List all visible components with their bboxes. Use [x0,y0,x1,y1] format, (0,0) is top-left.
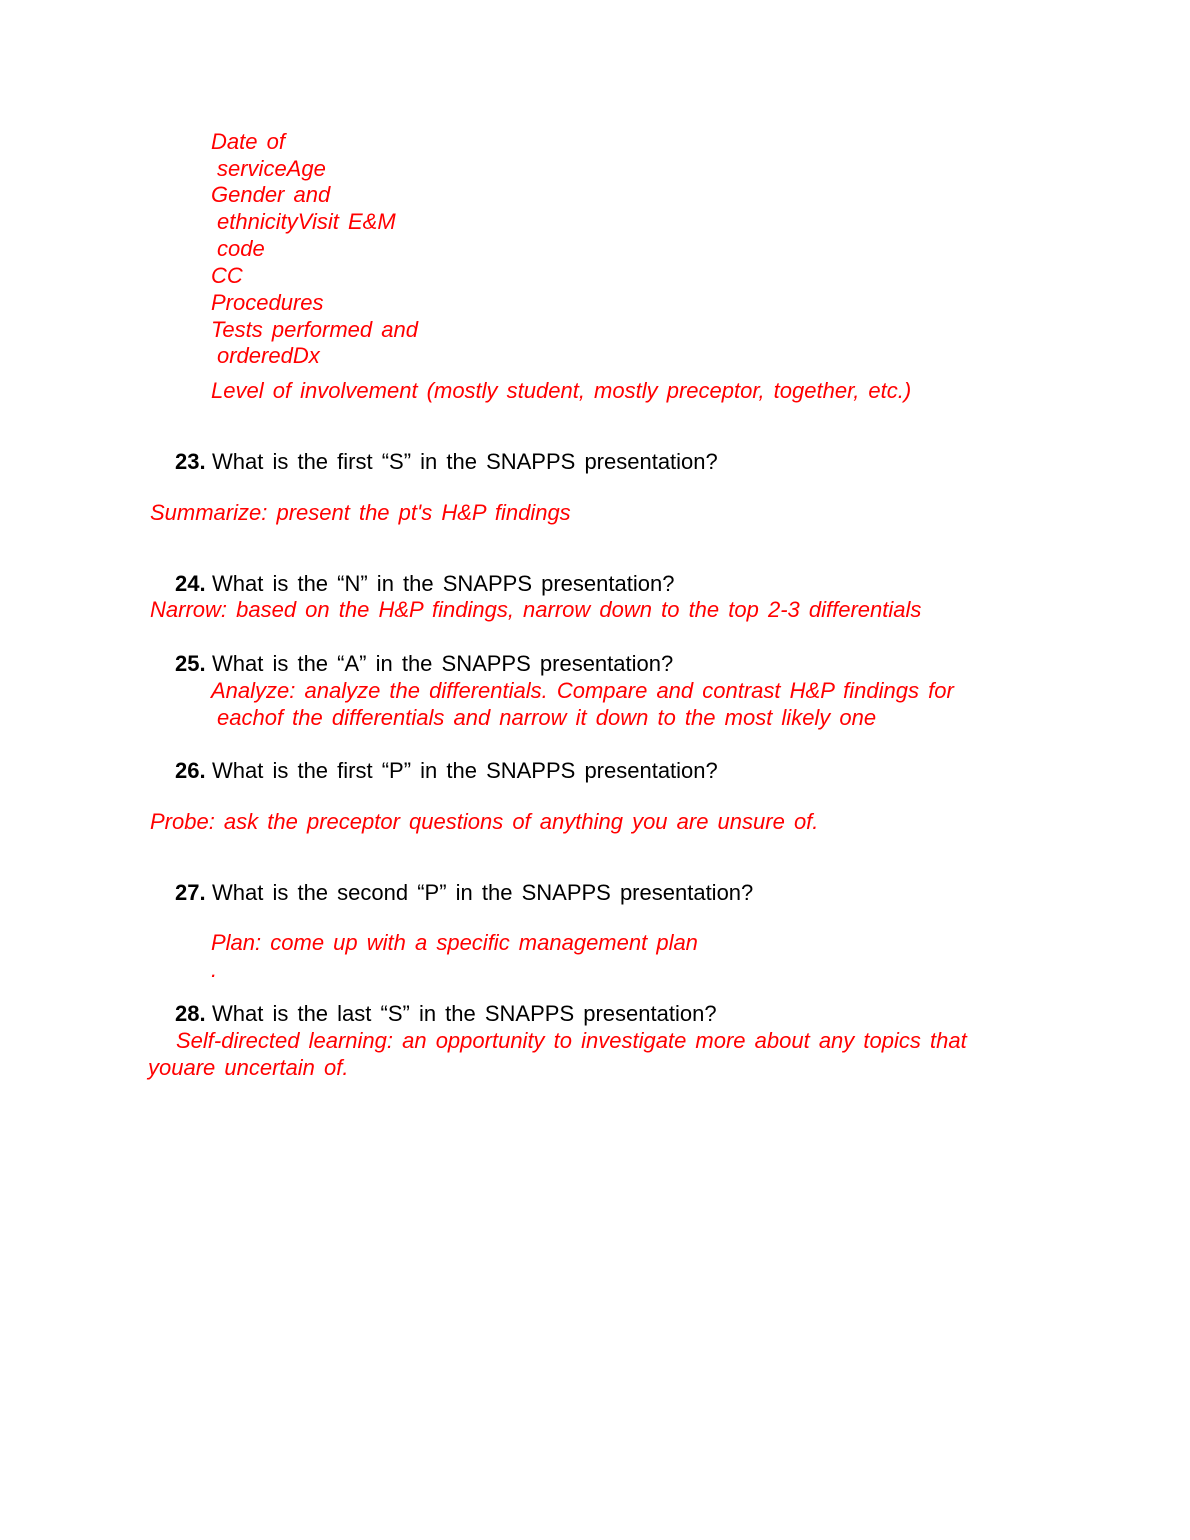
intro-list-item: serviceAge [217,156,326,181]
intro-list-item: Gender and [211,182,331,207]
question-number: 28. [175,1001,206,1026]
question-23 [175,449,718,475]
intro-list-item: ethnicityVisit E&M [217,209,396,234]
question-number: 24. [175,571,206,596]
question-28 [175,1001,717,1027]
question-text: What is the last “S” in the SNAPPS presentation? [212,1001,717,1026]
question-text: What is the first “P” in the SNAPPS presentation? [212,758,718,783]
question-24 [175,571,674,597]
intro-list-item: CC [211,263,243,288]
question-number: 23. [175,449,206,474]
intro-list-item: code [217,236,265,261]
question-27 [175,880,753,906]
question-text: What is the “N” in the SNAPPS presentation? [212,571,675,596]
answer-27: Plan: come up with a specific management plan [211,930,698,955]
answer-25-line-2: eachof the differentials and narrow it down to the most likely one [217,705,877,730]
intro-list-item: Tests performed and [211,317,418,342]
question-text: What is the second “P” in the SNAPPS presentation? [212,880,754,905]
answer-26: Probe: ask the preceptor questions of anything you are unsure of. [150,809,819,834]
question-number: 27. [175,880,206,905]
question-number: 26. [175,758,206,783]
involvement-note: Level of involvement (mostly student, mostly preceptor, together, etc.) [211,378,912,403]
question-text: What is the “A” in the SNAPPS presentation? [212,651,674,676]
intro-list-item: Procedures [211,290,324,315]
question-25 [175,651,673,677]
answer-28-line-2: youare uncertain of. [148,1055,349,1080]
intro-list-item: orderedDx [217,343,320,368]
answer-28-line-1: Self-directed learning: an opportunity to investigate more about any topics that [176,1028,967,1053]
answer-25-line-1: Analyze: analyze the differentials. Compare and contrast H&P findings for [211,678,954,703]
answer-27-period: . [211,957,218,982]
answer-23: Summarize: present the pt's H&P findings [150,500,571,525]
question-number: 25. [175,651,206,676]
answer-24: Narrow: based on the H&P findings, narrow down to the top 2-3 differentials [150,597,922,622]
question-26 [175,758,718,784]
intro-list-item: Date of [211,129,285,154]
question-text: What is the first “S” in the SNAPPS presentation? [212,449,718,474]
